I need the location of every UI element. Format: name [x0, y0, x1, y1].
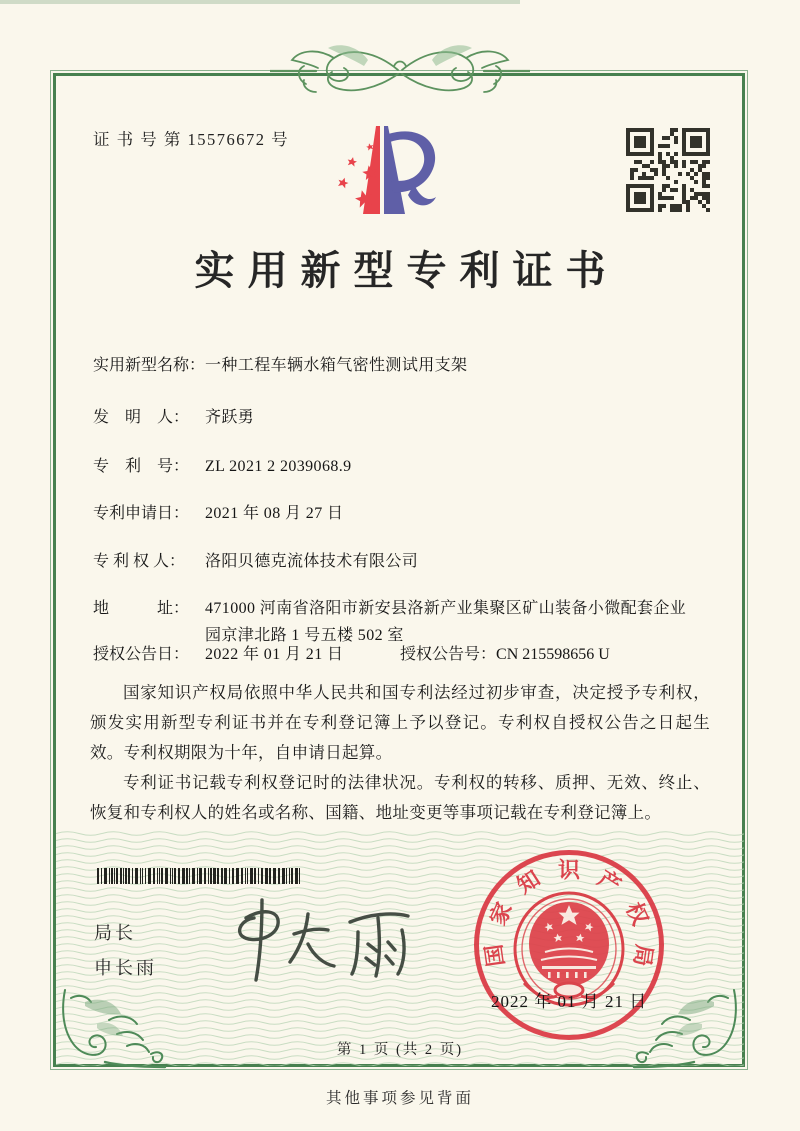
seal-char: 产 [593, 865, 626, 899]
field-row-filing-date [93, 500, 693, 527]
field-label-address: 地 址： [93, 600, 190, 617]
field-value-address: 471000 河南省洛阳市新安县洛新产业集聚区矿山装备小微配套企业园京津北路 1 号五楼 502 室 [205, 600, 687, 644]
seal-char: 局 [629, 942, 658, 969]
field-label-filing-date: 专利申请日： [93, 505, 190, 522]
scan-edge-artifact [0, 0, 520, 4]
field-value-patentee: 洛阳贝德克流体技术有限公司 [205, 553, 419, 570]
top-scroll-ornament-icon [270, 40, 530, 104]
field-label-grant-date: 授权公告日： [93, 646, 190, 663]
field-row-patentee [93, 548, 693, 575]
director-title: 局长 [94, 923, 136, 943]
field-label-name: 实用新型名称： [93, 357, 206, 374]
field-label-patentee: 专 利 权 人： [93, 553, 186, 570]
certificate-number: 证 书 号 第 15576672 号 [93, 130, 290, 149]
field-row-patent-no [93, 453, 693, 480]
field-label-patent-no: 专 利 号： [93, 458, 190, 475]
field-row-name [93, 352, 693, 379]
seal-char: 识 [557, 857, 581, 883]
field-value-patent-no: ZL 2021 2 2039068.9 [205, 458, 352, 475]
cnipa-patent-logo-icon [330, 122, 442, 222]
seal-char: 家 [484, 898, 517, 929]
field-value-name: 一种工程车辆水箱气密性测试用支架 [205, 357, 468, 374]
field-label-grant-no: 授权公告号： [400, 646, 497, 663]
field-row-inventor [93, 404, 693, 431]
field-pair-grant-no [400, 641, 610, 668]
field-value-grant-date: 2022 年 01 月 21 日 [205, 646, 344, 663]
back-side-note: 其他事项参见背面 [325, 1090, 474, 1107]
legal-paragraphs [90, 678, 710, 828]
seal-char: 权 [621, 898, 654, 929]
handwritten-signature-icon [212, 888, 422, 993]
qr-code-icon [626, 128, 710, 212]
field-label-inventor: 发 明 人： [93, 409, 190, 426]
barcode-icon [97, 868, 305, 884]
page-number: 第 1 页 (共 2 页) [336, 1042, 464, 1058]
field-row-grant [93, 641, 693, 668]
director-name: 申长雨 [94, 958, 157, 978]
certificate-title: 实用新型专利证书 [194, 248, 619, 293]
field-value-grant-no: CN 215598656 U [496, 646, 610, 663]
paragraph-register-statement: 专利证书记载专利权登记时的法律状况。专利权的转移、质押、无效、终止、恢复和专利权人的姓名或名称、国籍、地址变更等事项记载在专利登记簿上。 [90, 773, 710, 822]
field-value-filing-date: 2021 年 08 月 27 日 [205, 505, 344, 522]
seal-char: 国 [480, 942, 509, 969]
seal-char: 知 [512, 865, 545, 899]
paragraph-grant-statement: 国家知识产权局依照中华人民共和国专利法经过初步审查，决定授予专利权，颁发实用新型专利证书并在专利登记簿上予以登记。专利权自授权公告之日起生效。专利权期限为十年，自申请日起算。 [90, 683, 710, 762]
field-value-inventor: 齐跃勇 [205, 409, 255, 426]
seal-date: 2022 年 01 月 21 日 [491, 992, 648, 1011]
